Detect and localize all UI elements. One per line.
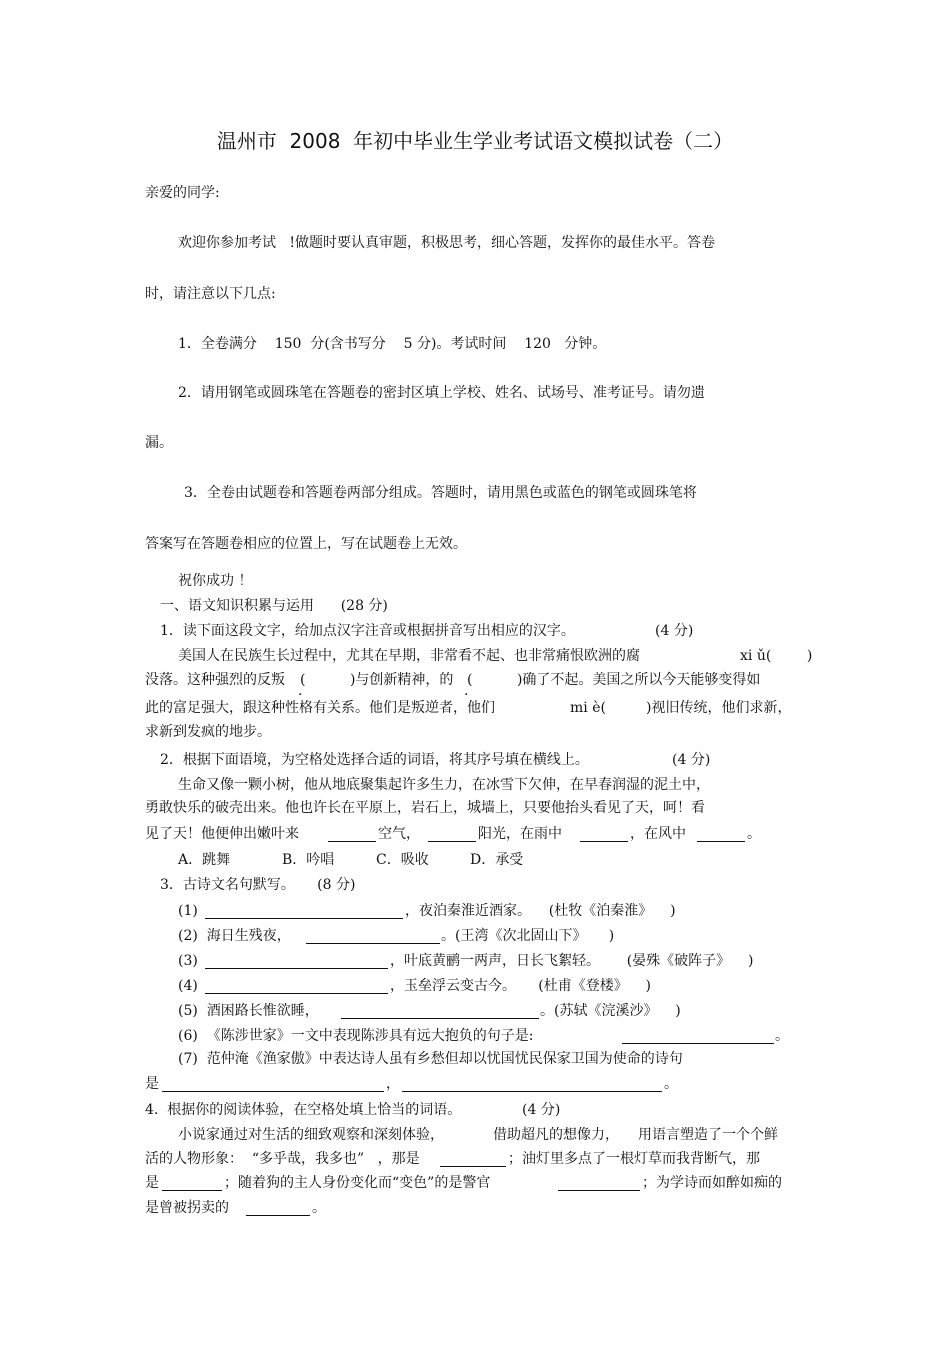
blank-line[interactable]	[622, 1029, 774, 1044]
q3-item-4-text: ，玉垒浮云变古今。 (杜甫《登楼》 )	[390, 978, 651, 994]
blank-line[interactable]	[440, 1152, 506, 1167]
q3-item-3-text: ，叶底黄鹂一两声，日长飞絮轻。 (晏殊《破阵子》 )	[390, 953, 754, 969]
note-3b: 答案写在答题卷相应的位置上，写在试题卷上无效。	[145, 536, 467, 552]
q2-line-1: 生命又像一颗小树，他从地底聚集起许多生力，在冰雪下欠伸，在早春润湿的泥土中，	[178, 777, 710, 793]
q1-line-1-pinyin: xi ǔ( )	[740, 648, 813, 664]
q1-line-1: 美国人在民族生长过程中，尤其在早期，非常看不起、也非常痛恨欧洲的腐	[178, 648, 640, 664]
note-3a: 3．全卷由试题卷和答题卷两部分组成。答题时，请用黑色或蓝色的钢笔或圆珠笔将	[184, 485, 697, 501]
q4-heading: 4. 根据你的阅读体验，在空格处填上恰当的词语。	[145, 1102, 462, 1118]
wish: 祝你成功 ！	[178, 573, 253, 589]
q4-line-2a: 活的人物形象： “多乎哉，我多也” ，那是	[145, 1151, 420, 1167]
q2-score: (4 分)	[672, 752, 711, 768]
blank-line[interactable]	[428, 827, 476, 842]
blank-line[interactable]	[162, 1077, 384, 1092]
intro-paragraph-1b: 时，请注意以下几点:	[145, 286, 276, 302]
blank-line[interactable]	[205, 979, 388, 994]
q2-line-3b: 空气，	[378, 826, 420, 842]
q3-item-6-text: (6) 《陈涉世家》一文中表现陈涉具有远大抱负的句子是:	[178, 1028, 534, 1044]
q3-item-1-number: (1)	[178, 903, 198, 919]
blank-line[interactable]	[328, 827, 376, 842]
q2-line-3c: 阳光，在雨中	[478, 826, 562, 842]
q4-line-4a: 是曾被拐卖的	[145, 1200, 229, 1216]
greeting: 亲爱的同学:	[145, 185, 220, 201]
option-c: C．吸收	[376, 852, 429, 868]
blank-line[interactable]	[402, 1077, 662, 1092]
emphasis-dot-mark: .	[464, 683, 469, 699]
blank-line[interactable]	[580, 827, 628, 842]
q1-line-2a: 没落。这种强烈的反叛	[145, 672, 285, 688]
q3-item-2-text: (2) 海日生残夜，	[178, 928, 291, 944]
q2-line-3d: ，在风中	[630, 826, 686, 842]
q4-line-2b: ；油灯里多点了一根灯草而我背断气，那	[508, 1151, 760, 1167]
q3-item-6-end: 。	[775, 1028, 789, 1044]
q3-item-7-text: (7) 范仲淹《渔家傲》中表达诗人虽有乡愁但却以忧国忧民保家卫国为使命的诗句	[178, 1051, 683, 1067]
q1-line-2b: ( )与创新精神，的	[300, 672, 454, 688]
q2-line-3e: 。	[747, 826, 761, 842]
q4-score: (4 分)	[522, 1102, 561, 1118]
q1-line-2c: ( )确了不起。美国之所以今天能够变得如	[467, 672, 761, 688]
blank-line[interactable]	[205, 904, 403, 919]
q1-heading: 1．读下面这段文字，给加点汉字注音或根据拼音写出相应的汉字。	[160, 623, 575, 639]
q2-line-3a: 见了天！他便伸出嫩叶来	[145, 826, 299, 842]
q4-line-1b: 借助超凡的想像力，	[493, 1127, 619, 1143]
q4-line-3a: 是	[145, 1175, 159, 1191]
q4-line-4b: 。	[312, 1200, 326, 1216]
blank-line[interactable]	[306, 929, 440, 944]
blank-line[interactable]	[558, 1176, 640, 1191]
q3-heading: 3．古诗文名句默写。 (8 分)	[160, 877, 356, 893]
q3-item-2-source: 。(王湾《次北固山下》 )	[441, 928, 615, 944]
q2-line-2: 勇敢快乐的破壳出来。他也许长在平原上，岩石上，城墙上，只要他抬头看见了天，呵！看	[145, 800, 705, 816]
option-b: B．吟唱	[282, 852, 335, 868]
blank-line[interactable]	[162, 1176, 222, 1191]
q4-line-3c: ；为学诗而如醉如痴的	[642, 1175, 782, 1191]
q2-heading: 2．根据下面语境，为空格处选择合适的词语，将其序号填在横线上。	[160, 752, 589, 768]
q1-line-3b: mi è( )视旧传统，他们求新，	[570, 700, 792, 716]
blank-line[interactable]	[246, 1201, 310, 1216]
page-title: 温州市 2008 年初中毕业生学业考试语文模拟试卷（二）	[216, 129, 734, 153]
note-2b: 漏。	[145, 435, 173, 451]
q3-item-7-lead: 是	[145, 1076, 159, 1092]
option-d: D．承受	[470, 852, 524, 868]
q3-item-5-source: 。(苏轼《浣溪沙》 )	[540, 1003, 681, 1019]
q4-line-1c: 用语言塑造了一个个鲜	[638, 1127, 778, 1143]
note-1: 1．全卷满分 150 分(含书写分 5 分)。考试时间 120 分钟。	[178, 336, 607, 352]
intro-paragraph-1a: 欢迎你参加考试 !做题时要认真审题，积极思考，细心答题，发挥你的最佳水平。答卷	[178, 235, 715, 251]
q3-item-7-comma: ，	[386, 1076, 400, 1092]
q1-line-3a: 此的富足强大，跟这种性格有关系。他们是叛逆者，他们	[145, 700, 495, 716]
blank-line[interactable]	[697, 827, 745, 842]
q3-item-5-text: (5) 酒困路长惟欲睡，	[178, 1003, 319, 1019]
option-a: A．跳舞	[178, 852, 231, 868]
q3-item-3-number: (3)	[178, 953, 198, 969]
section-heading: 一、语文知识积累与运用 (28 分)	[160, 598, 388, 614]
q1-score: (4 分)	[655, 623, 694, 639]
blank-line[interactable]	[341, 1004, 539, 1019]
q4-line-1a: 小说家通过对生活的细致观察和深刻体验，	[178, 1127, 444, 1143]
q1-line-4: 求新到发疯的地步。	[145, 724, 271, 740]
q3-item-1-text: ，夜泊秦淮近酒家。 (杜牧《泊秦淮》 )	[405, 903, 676, 919]
q4-line-3b: ；随着狗的主人身份变化而“变色”的是警官	[224, 1175, 491, 1191]
q3-item-4-number: (4)	[178, 978, 198, 994]
note-2a: 2．请用钢笔或圆珠笔在答题卷的密封区填上学校、姓名、试场号、准考证号。请勿遗	[178, 385, 705, 401]
emphasis-dot-mark: .	[298, 683, 303, 699]
blank-line[interactable]	[205, 954, 388, 969]
q3-item-7-end: 。	[664, 1076, 678, 1092]
